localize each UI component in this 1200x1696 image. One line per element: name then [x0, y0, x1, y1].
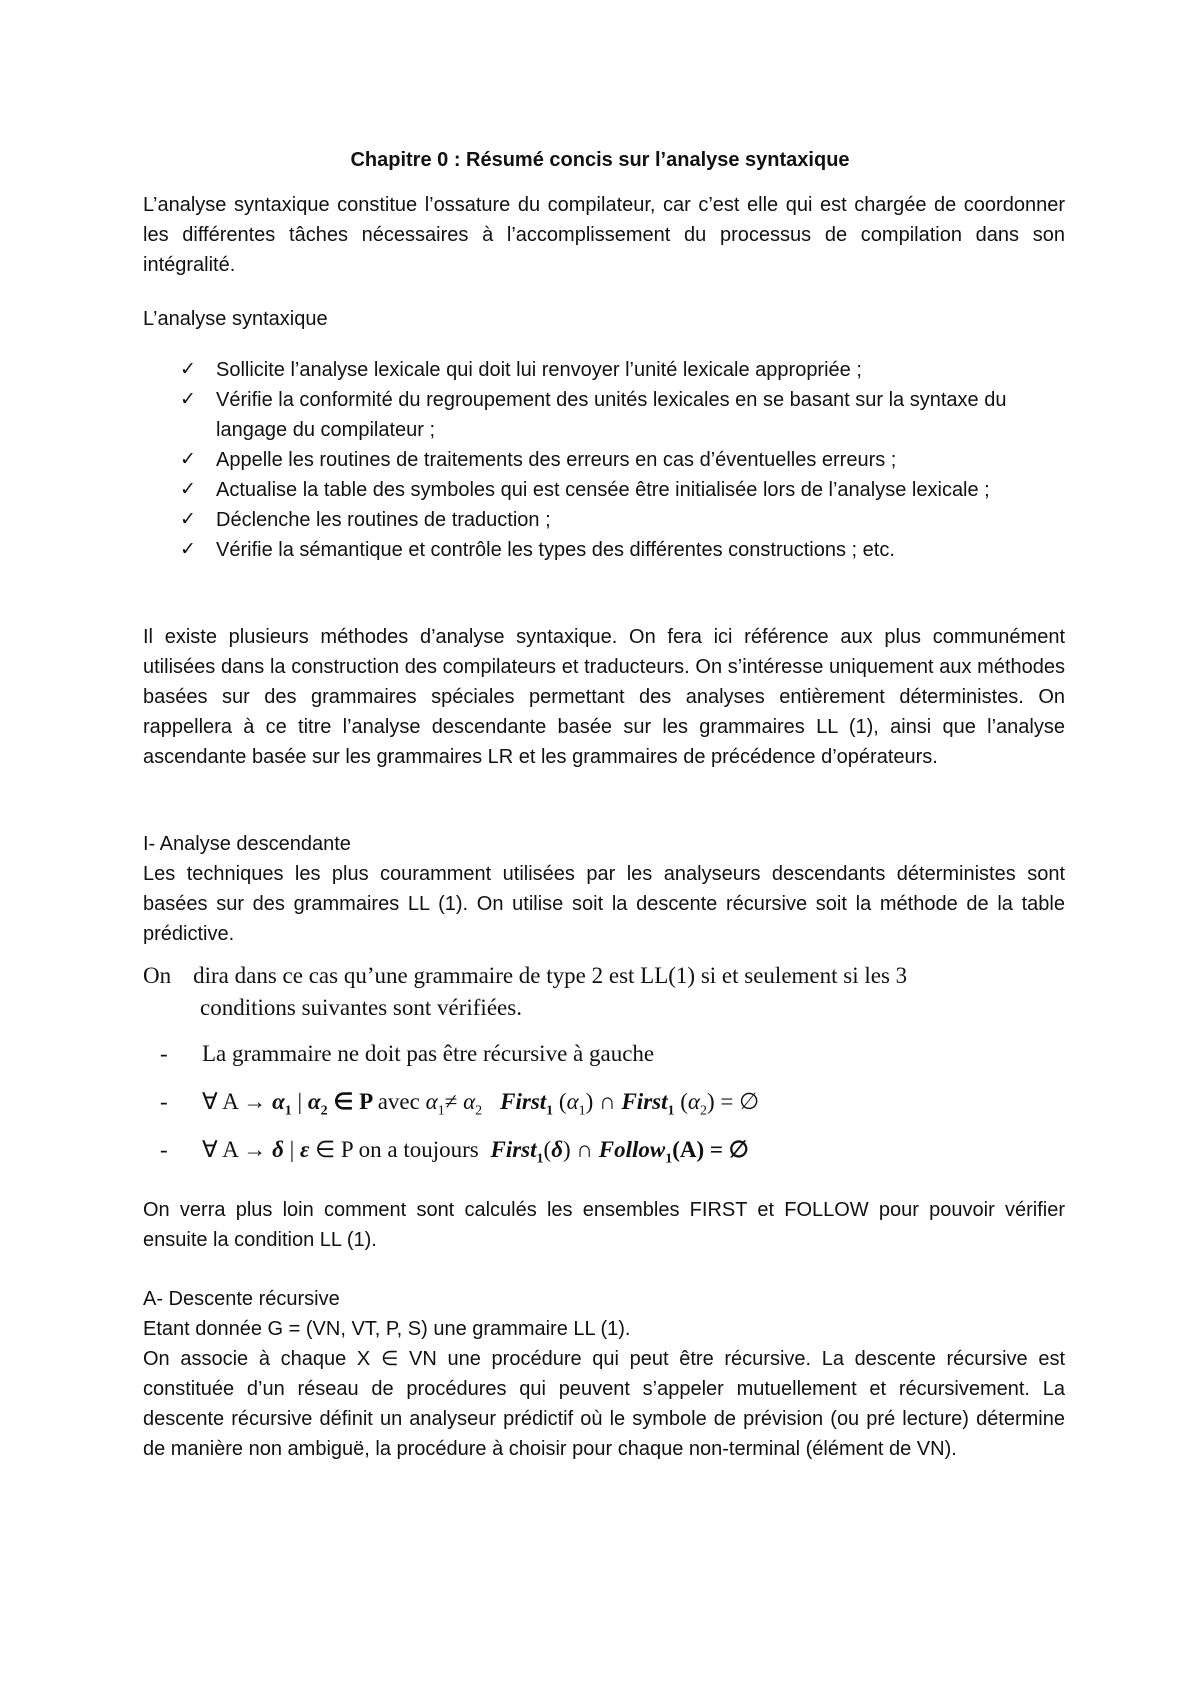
ll1-intro: On dira dans ce cas qu’une grammaire de type 2 est LL(1) si et seulement si les 3	[143, 963, 908, 988]
check-icon: ✓	[180, 509, 196, 530]
ll1-condition-3: - ∀ A → δ | ε ∈ P on a toujours First$_1$(δ) ∩ Follow$_1$(A) = ∅	[160, 1137, 749, 1167]
check-icon: ✓	[180, 449, 196, 470]
ll1-condition-2: - ∀ $A \to \alpha_1$ | $\alpha_2$ ∈ P avec $\alpha_1\ne \alpha_2$ First$_1$ $(\alpha_1)$ ∩ First$_1$ $(\alpha_2)$ = ∅	[160, 1089, 760, 1119]
list-heading: L’analyse syntaxique	[143, 308, 328, 330]
checklist	[180, 355, 1065, 565]
checklist-item: ✓ Actualise la table des symboles qui est censée être initialisée lors de l’analyse lexicale ;	[180, 475, 1065, 505]
first-follow-paragraph: On verra plus loin comment sont calculés les ensembles FIRST et FOLLOW pour pouvoir vérifier ensuite la condition LL (1).	[143, 1199, 1065, 1251]
section-heading-descendante: I- Analyse descendante	[143, 833, 351, 855]
grammar-definition-line: Etant donnée G = (VN, VT, P, S) une grammaire LL (1).	[143, 1318, 631, 1340]
checklist-item: ✓ Sollicite l’analyse lexicale qui doit lui renvoyer l’unité lexicale appropriée ;	[180, 355, 1065, 385]
section-paragraph-descendante: Les techniques les plus couramment utilisées par les analyseurs descendants déterministes sont basées sur des grammaires LL (1). On utilise soit la descente récursive soit la méthode de la table prédictive.	[143, 863, 1065, 945]
descente-recursive-paragraph: On associe à chaque X ∈ VN une procédure qui peut être récursive. La descente récursive est constituée d’un réseau de procédures qui peuvent s’appeler mutuellement et récursivement. La descente récursive définit un analyseur prédictif où le symbole de prévision (ou pré lecture) détermine de manière non ambiguë, la procédure à choisir pour chaque non-terminal (élément de VN).	[143, 1348, 1065, 1460]
check-icon: ✓	[180, 479, 196, 500]
check-icon: ✓	[180, 389, 196, 410]
chapter-title: Chapitre 0 : Résumé concis sur l’analyse syntaxique	[350, 149, 850, 171]
methods-paragraph: Il existe plusieurs méthodes d’analyse syntaxique. On fera ici référence aux plus communément utilisées dans la construction des compilateurs et traducteurs. On s’intéresse uniquement aux méthodes basées sur des grammaires spéciales permettant des analyses entièrement déterministes. On rappellera à ce titre l’analyse descendante basée sur les grammaires LL (1), ainsi que l’analyse ascendante basée sur les grammaires LR et les grammaires de précédence d’opérateurs.	[143, 626, 1065, 768]
check-icon: ✓	[180, 539, 196, 560]
checklist-item: ✓ Vérifie la conformité du regroupement des unités lexicales en se basant sur la syntaxe du langage du compilateur ;	[180, 385, 1065, 445]
section-heading-descente-recursive: A- Descente récursive	[143, 1288, 340, 1310]
checklist-item: ✓ Vérifie la sémantique et contrôle les types des différentes constructions ; etc.	[180, 535, 1065, 565]
checklist-item: ✓ Déclenche les routines de traduction ;	[180, 505, 1065, 535]
ll1-intro-line2: conditions suivantes sont vérifiées.	[200, 995, 522, 1020]
check-icon: ✓	[180, 359, 196, 380]
checklist-item: ✓ Appelle les routines de traitements des erreurs en cas d’éventuelles erreurs ;	[180, 445, 1065, 475]
ll1-condition-1: - La grammaire ne doit pas être récursive à gauche	[160, 1041, 655, 1066]
intro-paragraph: L’analyse syntaxique constitue l’ossature du compilateur, car c’est elle qui est chargée de coordonner les différentes tâches nécessaires à l’accomplissement du processus de compilation dans son intégralité.	[143, 194, 1065, 276]
